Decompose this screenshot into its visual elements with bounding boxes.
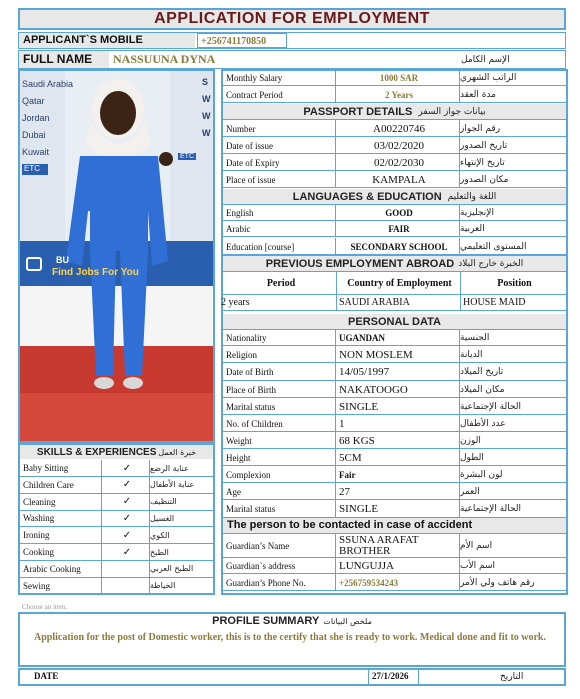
skill-row bbox=[20, 527, 213, 544]
contract-row bbox=[223, 69, 566, 86]
row-label: Age bbox=[223, 483, 336, 500]
language-row bbox=[223, 221, 566, 237]
check-icon: ✓ bbox=[102, 477, 150, 493]
divider bbox=[460, 272, 461, 310]
row-arabic: اسم الأب bbox=[460, 561, 495, 571]
check-icon bbox=[102, 578, 150, 594]
personal-row bbox=[223, 432, 566, 449]
profile-title-arabic: ملخص البيانات bbox=[323, 616, 372, 626]
divider bbox=[223, 310, 566, 311]
skill-row bbox=[20, 510, 213, 527]
row-arabic: تاريخ الصدور bbox=[460, 140, 508, 151]
banner-right-etc: ETC bbox=[180, 153, 194, 160]
row-label: Education [course] bbox=[223, 238, 336, 255]
banner-right bbox=[202, 77, 213, 145]
skill-arabic: عناية الرضع bbox=[150, 463, 189, 473]
skill-row bbox=[20, 460, 213, 477]
title-bar bbox=[18, 8, 566, 30]
home-icon bbox=[26, 257, 42, 271]
languages-header bbox=[223, 189, 566, 204]
row-arabic: الوزن bbox=[460, 435, 481, 446]
contact-header bbox=[223, 518, 566, 533]
skill-label: Children Care bbox=[20, 477, 102, 493]
passport-header bbox=[223, 104, 566, 119]
banner-bottom-letters: BU bbox=[56, 255, 69, 265]
contact-row bbox=[223, 558, 566, 574]
row-value: SINGLE bbox=[336, 500, 460, 518]
mobile-value: +256741170850 bbox=[197, 33, 287, 48]
row-arabic: لون البشرة bbox=[460, 469, 503, 480]
row-value: FAIR bbox=[336, 221, 460, 237]
row-label: Guardian’s Name bbox=[223, 533, 336, 558]
row-label: Complexion bbox=[223, 466, 336, 483]
personal-row bbox=[223, 500, 566, 518]
skill-label: Sewing bbox=[20, 578, 102, 594]
skill-arabic: التنظيف bbox=[150, 497, 177, 507]
date-label: DATE bbox=[34, 671, 59, 681]
row-label: English bbox=[223, 205, 336, 221]
personal-row bbox=[223, 398, 566, 415]
skill-label: Ironing bbox=[20, 527, 102, 543]
skill-label: Cooking bbox=[20, 544, 102, 560]
previous-header bbox=[223, 256, 566, 271]
fullname-value: NASSUUNA DYNA bbox=[113, 52, 216, 66]
skills-title-arabic: خبرة العمل bbox=[158, 447, 197, 457]
passport-row bbox=[223, 154, 566, 171]
row-label: Guardian’s Phone No. bbox=[223, 574, 336, 591]
row-arabic: الحالة الإجتماعية bbox=[460, 401, 521, 412]
language-row bbox=[223, 238, 566, 255]
passport-row bbox=[223, 171, 566, 188]
row-value: GOOD bbox=[336, 205, 460, 221]
applicant-photo bbox=[20, 71, 213, 441]
row-label: Height bbox=[223, 449, 336, 466]
divider bbox=[223, 204, 566, 205]
personal-row bbox=[223, 329, 566, 346]
personal-row bbox=[223, 363, 566, 381]
mobile-row bbox=[18, 32, 566, 49]
row-value: 02/02/2030 bbox=[336, 154, 460, 171]
skill-row bbox=[20, 477, 213, 494]
skill-row bbox=[20, 578, 213, 595]
previous-col-country: Country of Employment bbox=[347, 277, 452, 289]
divider bbox=[223, 533, 566, 534]
previous-position-value: HOUSE MAID bbox=[463, 296, 526, 308]
row-label: Date of Birth bbox=[223, 363, 336, 381]
date-value: 27/1/2026 bbox=[372, 671, 409, 681]
fullname-row bbox=[18, 50, 566, 69]
date-row bbox=[18, 668, 566, 686]
divider bbox=[223, 255, 566, 256]
row-label: No. of Children bbox=[223, 415, 336, 432]
row-value: 1000 SAR bbox=[336, 69, 460, 86]
skills-title: SKILLS & EXPERIENCES bbox=[36, 446, 157, 458]
row-arabic: اسم الأم bbox=[460, 540, 493, 551]
row-value: Fair bbox=[336, 466, 460, 483]
banner-right-item: W bbox=[202, 128, 211, 138]
previous-period-value: 2 years bbox=[221, 296, 250, 308]
skill-arabic: الطبخ العربي bbox=[150, 564, 194, 574]
row-arabic: رقم الجواز bbox=[460, 123, 501, 134]
check-icon: ✓ bbox=[102, 544, 150, 560]
fullname-arabic: الإسم الكامل bbox=[461, 54, 510, 65]
check-icon: ✓ bbox=[102, 460, 150, 476]
row-arabic: تاريخ الميلاد bbox=[460, 367, 504, 377]
row-value: UGANDAN bbox=[336, 329, 460, 346]
date-arabic: التاريخ bbox=[500, 672, 524, 682]
check-icon: ✓ bbox=[102, 510, 150, 526]
row-label: Arabic bbox=[223, 221, 336, 237]
check-icon: ✓ bbox=[102, 494, 150, 510]
banner-line: ETC bbox=[22, 164, 48, 175]
banner-line: Dubai bbox=[22, 130, 46, 140]
skill-arabic: عناية الأطفال bbox=[150, 480, 195, 490]
row-label: Marital status bbox=[223, 398, 336, 415]
row-label: Place of issue bbox=[223, 171, 336, 188]
skill-row bbox=[20, 544, 213, 561]
personal-header bbox=[223, 314, 566, 329]
row-value: 68 KGS bbox=[336, 432, 460, 449]
row-arabic: العمر bbox=[460, 486, 480, 497]
skill-label: Arabic Cooking bbox=[20, 561, 102, 577]
row-value: 14/05/1997 bbox=[336, 363, 460, 381]
choose-item-text[interactable]: Choose an item. bbox=[22, 603, 68, 611]
row-value: 5CM bbox=[336, 449, 460, 466]
row-arabic: مكان الميلاد bbox=[460, 384, 505, 395]
personal-row bbox=[223, 466, 566, 483]
check-icon: ✓ bbox=[102, 527, 150, 543]
row-value: NAKATOOGO bbox=[336, 381, 460, 398]
check-icon bbox=[102, 561, 150, 577]
personal-row bbox=[223, 483, 566, 500]
row-label: Nationality bbox=[223, 329, 336, 346]
passport-row bbox=[223, 137, 566, 154]
divider bbox=[223, 119, 566, 120]
skill-arabic: الكوي bbox=[150, 530, 170, 540]
fullname-label: FULL NAME bbox=[19, 51, 109, 68]
skill-row bbox=[20, 561, 213, 578]
row-arabic: تاريخ الإنتهاء bbox=[460, 157, 505, 168]
divider bbox=[223, 271, 566, 272]
divider bbox=[223, 329, 566, 330]
personal-row bbox=[223, 381, 566, 398]
row-arabic: مدة العقد bbox=[460, 89, 496, 100]
row-value: LUNGUJJA bbox=[336, 558, 460, 574]
personal-row bbox=[223, 449, 566, 466]
previous-title-arabic: الخبرة خارج البلاد bbox=[458, 258, 524, 269]
skill-label: Washing bbox=[20, 510, 102, 526]
previous-col-period: Period bbox=[266, 277, 296, 289]
passport-title: PASSPORT DETAILS bbox=[303, 105, 413, 118]
divider bbox=[223, 294, 566, 295]
banner-line: Qatar bbox=[22, 96, 45, 106]
row-arabic: الراتب الشهري bbox=[460, 72, 517, 83]
banner-line: Jordan bbox=[22, 113, 50, 123]
row-value: 2 Years bbox=[336, 86, 460, 103]
skill-label: Cleaning bbox=[20, 494, 102, 510]
row-value: 27 bbox=[336, 483, 460, 500]
personal-title: PERSONAL DATA bbox=[348, 315, 441, 328]
profile-header bbox=[30, 614, 554, 628]
row-value: KAMPALA bbox=[336, 171, 460, 188]
row-value: 03/02/2020 bbox=[336, 137, 460, 154]
skill-label: Baby Sitting bbox=[20, 460, 102, 476]
skills-header bbox=[20, 445, 213, 459]
banner-bottom-text: Find Jobs For You bbox=[52, 267, 139, 278]
row-label: Number bbox=[223, 120, 336, 137]
row-arabic: رقم هاتف ولي الأمر bbox=[460, 577, 535, 588]
profile-text: Application for the post of Domestic worker, this is to the certify that she is ready to work. Medical done and fit to work. bbox=[34, 632, 546, 643]
divider bbox=[336, 272, 337, 310]
languages-title: LANGUAGES & EDUCATION bbox=[292, 190, 442, 203]
row-arabic: الإنجليزية bbox=[460, 208, 494, 218]
personal-row bbox=[223, 346, 566, 363]
row-value: NON MOSLEM bbox=[336, 346, 460, 363]
row-value: +256759534243 bbox=[336, 574, 460, 591]
row-arabic: عدد الأطفال bbox=[460, 418, 506, 429]
row-value: 1 bbox=[336, 415, 460, 432]
row-arabic: العربية bbox=[460, 224, 485, 234]
row-label: Date of Expiry bbox=[223, 154, 336, 171]
row-label: Date of issue bbox=[223, 137, 336, 154]
row-arabic: الطول bbox=[460, 452, 484, 463]
passport-row bbox=[223, 120, 566, 137]
row-label: Marital status bbox=[223, 500, 336, 518]
row-arabic: الحالة الإجتماعية bbox=[460, 504, 521, 514]
mobile-label: APPLICANT`S MOBILE bbox=[19, 33, 195, 48]
row-arabic: مكان الصدور bbox=[460, 174, 509, 185]
row-value: SINGLE bbox=[336, 398, 460, 415]
row-label: Religion bbox=[223, 346, 336, 363]
profile-title: PROFILE SUMMARY bbox=[212, 615, 320, 627]
banner-line: Saudi Arabia bbox=[22, 79, 74, 89]
banner-lines bbox=[22, 79, 82, 175]
row-label: Place of Birth bbox=[223, 381, 336, 398]
row-arabic: الجنسية bbox=[460, 332, 490, 343]
row-label: Contract Period bbox=[223, 86, 336, 103]
banner-right-item: W bbox=[202, 94, 211, 104]
row-arabic: المستوى التعليمي bbox=[460, 241, 527, 252]
row-value: SSUNA ARAFAT BROTHER bbox=[336, 533, 460, 558]
contact-title: The person to be contacted in case of accident bbox=[227, 519, 473, 531]
row-label: Weight bbox=[223, 432, 336, 449]
contact-row bbox=[223, 533, 566, 558]
contract-row bbox=[223, 86, 566, 103]
row-value: SECONDARY SCHOOL bbox=[336, 238, 460, 255]
language-row bbox=[223, 205, 566, 221]
banner-right-item: W bbox=[202, 111, 211, 121]
row-value: A00220746 bbox=[336, 120, 460, 137]
previous-title: PREVIOUS EMPLOYMENT ABROAD bbox=[265, 257, 455, 270]
banner-line: Kuwait bbox=[22, 147, 50, 157]
skill-arabic: الخياطة bbox=[150, 581, 176, 591]
passport-title-arabic: بيانات جواز السفر bbox=[418, 106, 486, 117]
skill-arabic: الطبخ bbox=[150, 547, 169, 557]
languages-title-arabic: اللغة والتعليم bbox=[447, 191, 497, 202]
skill-row bbox=[20, 494, 213, 511]
row-label: Guardian`s address bbox=[223, 558, 336, 574]
row-arabic: الديانة bbox=[460, 349, 483, 360]
page-title: APPLICATION FOR EMPLOYMENT bbox=[154, 10, 430, 27]
row-label: Monthly Salary bbox=[223, 69, 336, 86]
previous-col-position: Position bbox=[497, 277, 532, 289]
previous-country-value: SAUDI ARABIA bbox=[339, 296, 410, 308]
skill-arabic: الغسيل bbox=[150, 513, 175, 523]
personal-row bbox=[223, 415, 566, 432]
banner-right-item: S bbox=[202, 77, 209, 87]
contact-row bbox=[223, 574, 566, 591]
